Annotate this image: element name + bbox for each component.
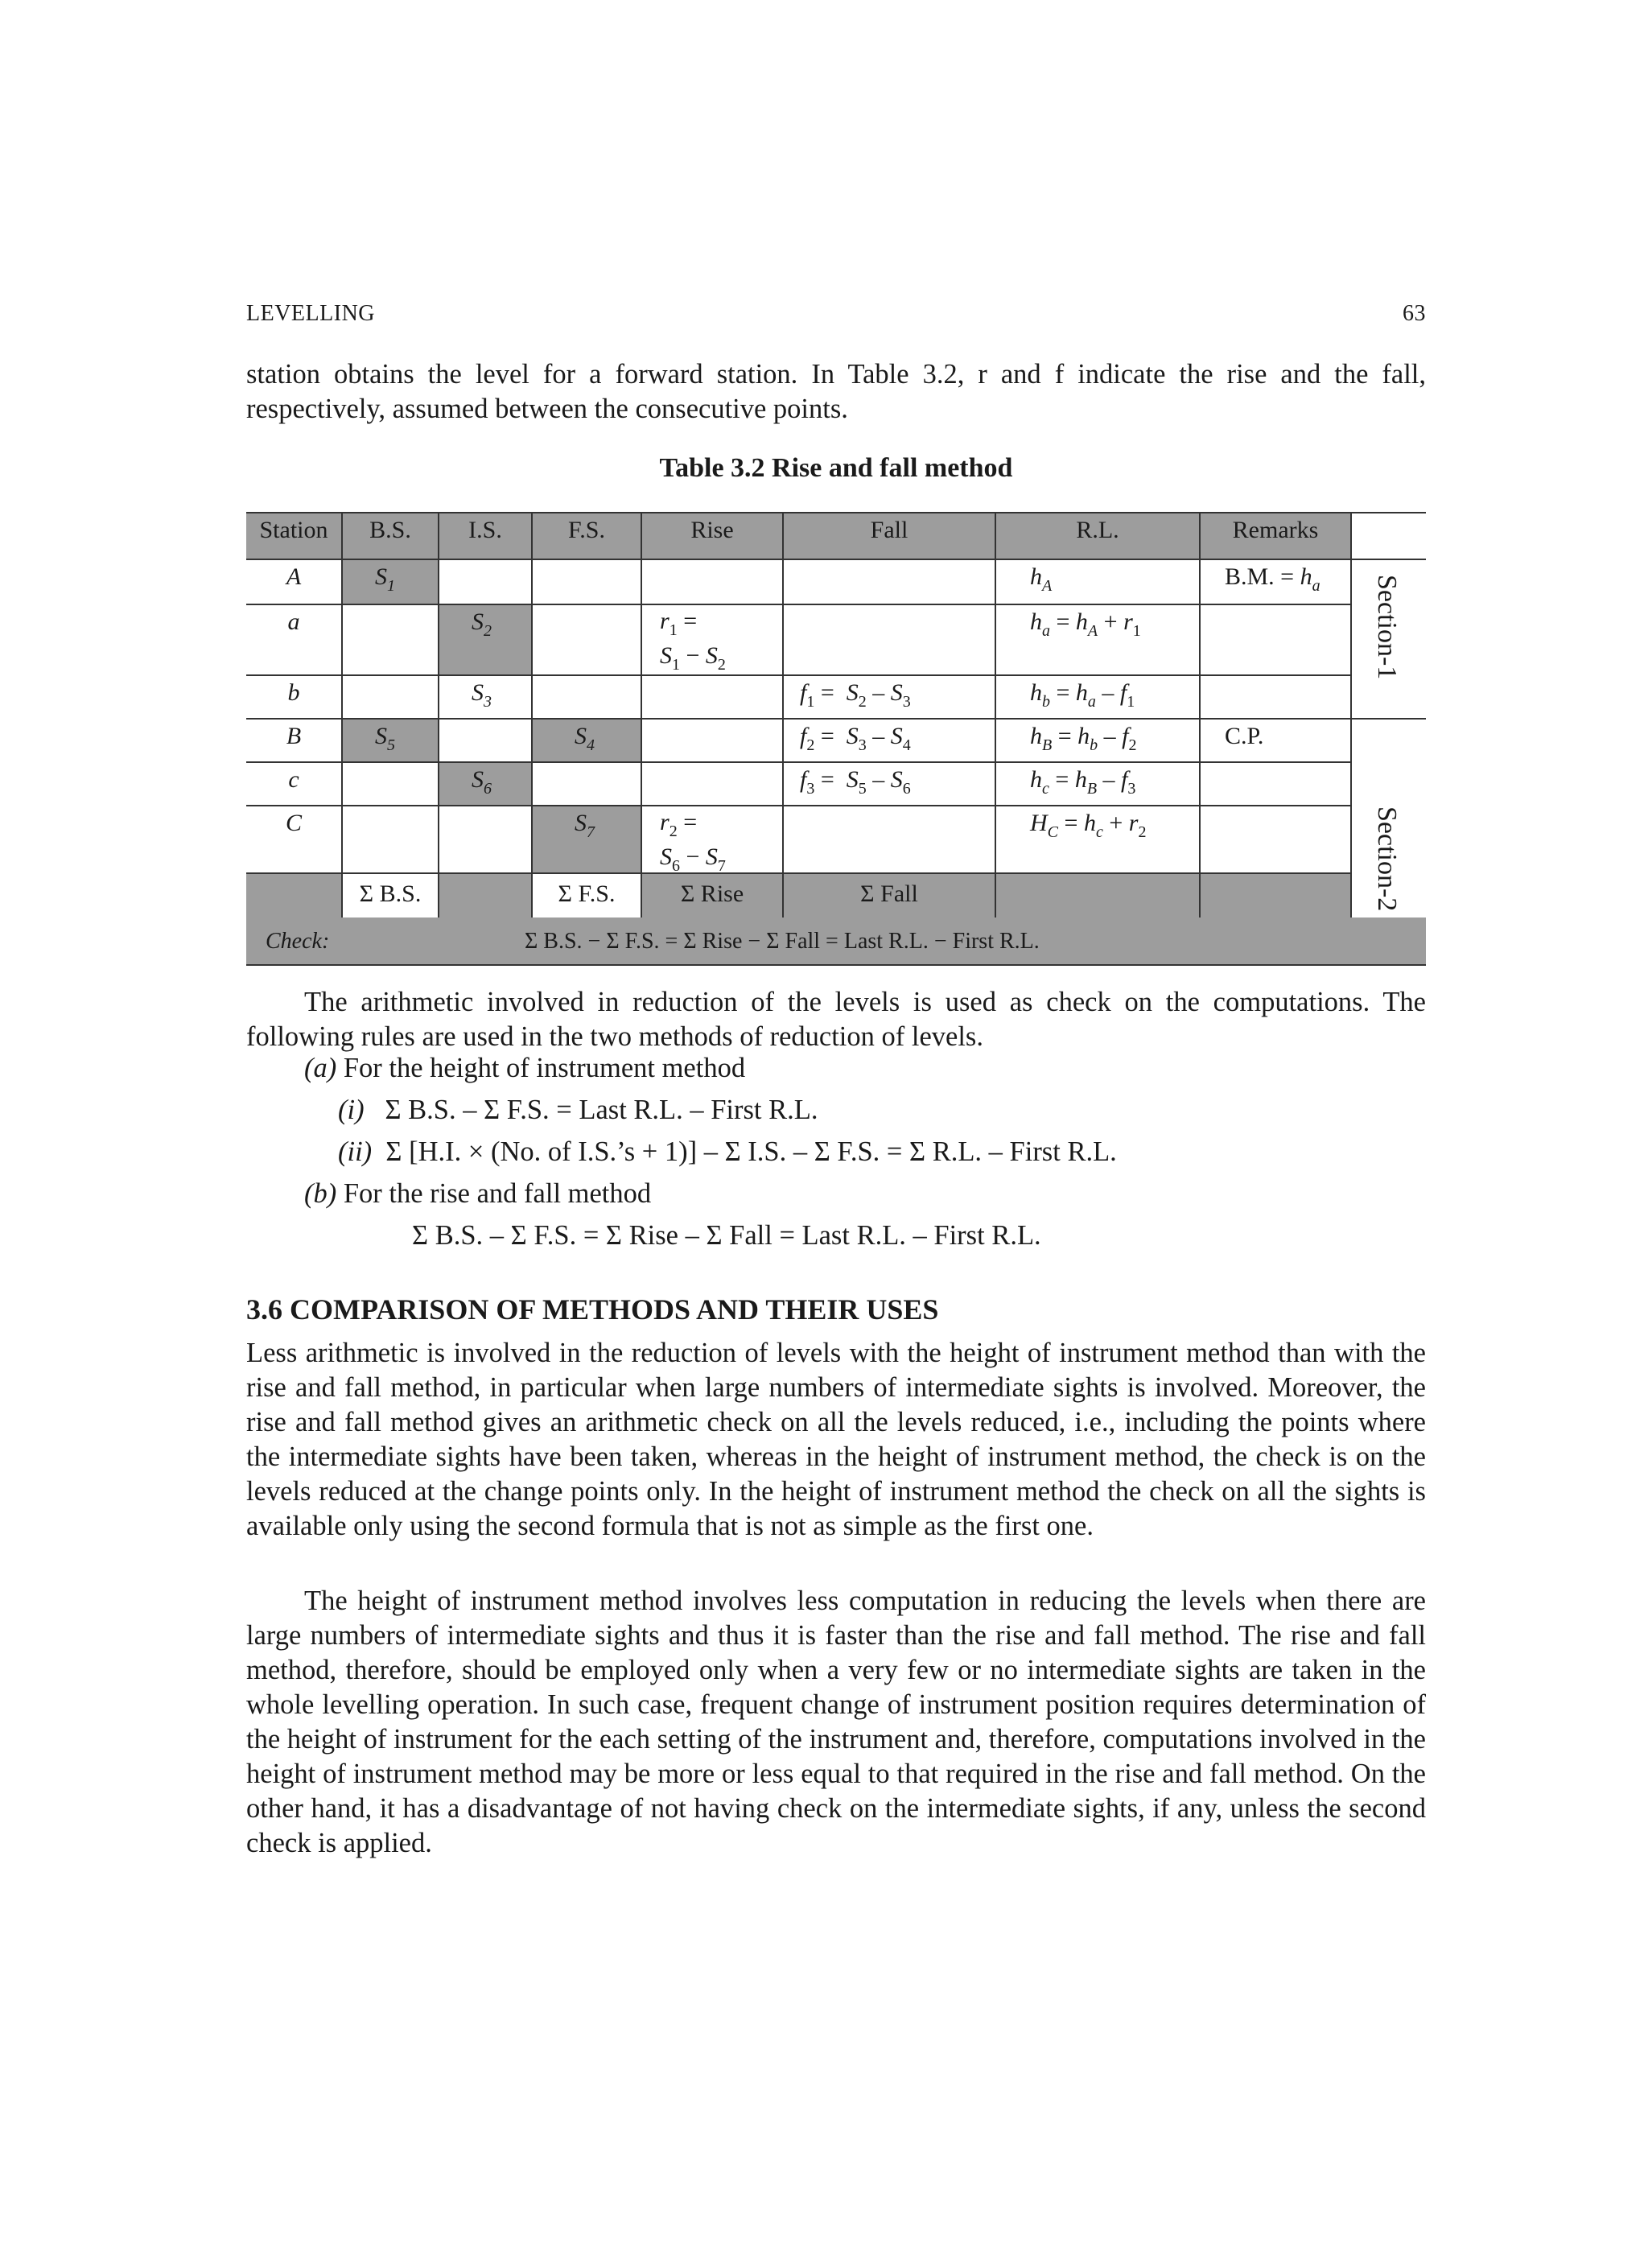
sum-rise: Σ Rise (642, 872, 784, 918)
table-row (246, 805, 1352, 872)
cell-bs (343, 604, 439, 674)
rule-a-text: For the height of instrument method (343, 1053, 746, 1083)
table-title: Table 3.2 Rise and fall method (659, 453, 1013, 483)
table-row (246, 604, 1352, 674)
cell-remarks (1201, 872, 1352, 918)
cell-station: b (246, 674, 343, 718)
cell-fall (784, 805, 996, 872)
rule-b-equation: Σ B.S. – Σ F.S. = Σ Rise – Σ Fall = Last R.L. – First R.L. (412, 1220, 1041, 1251)
cell-rise: $r_2$ = $S_6 - S_7$ (642, 805, 784, 872)
table-check-row (246, 918, 1426, 964)
paragraph-comparison-2: The height of instrument method involves less computation in reducing the levels when there are large numbers of intermediate sights and thus it is faster than the rise and fall method. The rise and fall method, therefore, should be employed only when a very few or no intermediate sights are taken in the whole levelling operation. In such case, frequent change of instrument position requires determination of the height of instrument for the each setting of the instrument and, therefore, computations involved in the height of instrument method may be more or less equal to that required in the rise and fall method. On the other hand, it has a disadvantage of not having check on the intermediate sights, if any, unless the second check is applied. (246, 1586, 1426, 1858)
rule-i-label: (i) (338, 1095, 365, 1125)
cell-is: $S_6$ (439, 761, 533, 805)
section-heading: 3.6 COMPARISON OF METHODS AND THEIR USES (246, 1293, 939, 1326)
cell-rl: $h_a = h_A + r_1$ (996, 604, 1201, 674)
cell-rl: $h_A$ (996, 559, 1201, 604)
cell-fs: $S_4$ (533, 718, 642, 761)
table-bottom-rule (246, 964, 1426, 966)
chapter-title: LEVELLING (246, 301, 376, 326)
cell-fall (784, 559, 996, 604)
cell-fall: $f_1 = S_2 - S_3$ (784, 674, 996, 718)
intro-paragraph: station obtains the level for a forward station. In Table 3.2, r and f indicate the rise and the fall, respectively, assumed between the consecutive points. (246, 359, 1426, 424)
table-row (246, 761, 1352, 805)
table-rule (246, 872, 1352, 874)
rule-a-label: (a) (304, 1053, 337, 1083)
cell-rise (642, 674, 784, 718)
cell-bs (343, 805, 439, 872)
cell-station: B (246, 718, 343, 761)
cell-rise (642, 718, 784, 761)
check-label: Check: (266, 929, 330, 954)
cell-remarks (1201, 805, 1352, 872)
rule-b-text: For the rise and fall method (343, 1178, 652, 1209)
header-rl: R.L. (996, 512, 1201, 559)
cell-rl (996, 872, 1201, 918)
paragraph-after-table: The arithmetic involved in reduction of the levels is used as check on the computations. The following rules are used in the two methods of reduction of levels. (246, 987, 1426, 1052)
section-1-label: Section-1 (1372, 575, 1402, 680)
table-header-row (246, 512, 1352, 559)
cell-fall (784, 604, 996, 674)
table-rule (246, 761, 1352, 763)
cell-is: $S_3$ (439, 674, 533, 718)
cell-bs: $S_1$ (343, 559, 439, 604)
table-rule (246, 718, 1426, 720)
header-is: I.S. (439, 512, 533, 559)
running-head (246, 301, 1426, 333)
header-bs: B.S. (343, 512, 439, 559)
header-rise: Rise (642, 512, 784, 559)
header-remarks: Remarks (1201, 512, 1352, 559)
paragraph-comparison-1: Less arithmetic is involved in the reduction of levels with the height of instrument method than with the rise and fall method, in particular when large numbers of intermediate sights is involved. Moreover, the rise and fall method gives an arithmetic check on all the levels reduced, i.e., including the points where the intermediate sights have been taken, whereas in the height of instrument method, the check is on the levels reduced at the change points only. In the height of instrument method the check on all the sights is available only using the second formula that is not as simple as the first one. (246, 1338, 1426, 1541)
cell-station: A (246, 559, 343, 604)
rule-ii-text: Σ [H.I. × (No. of I.S.’s + 1)] – Σ I.S. – Σ F.S. = Σ R.L. – First R.L. (385, 1136, 1117, 1167)
cell-rl: $h_b = h_a - f_1$ (996, 674, 1201, 718)
table-rule (246, 559, 1426, 560)
sum-fs: Σ F.S. (533, 872, 642, 918)
cell-station: c (246, 761, 343, 805)
sum-fall: Σ Fall (784, 872, 996, 918)
cell-rise (642, 559, 784, 604)
cell-remarks (1201, 604, 1352, 674)
cell-station (246, 872, 343, 918)
header-station: Station (246, 512, 343, 559)
cell-is (439, 718, 533, 761)
rule-b-label: (b) (304, 1178, 337, 1209)
table-sum-row (246, 872, 1352, 918)
cell-bs: $S_5$ (343, 718, 439, 761)
rule-a (304, 1053, 745, 1084)
cell-fall: $f_2 = S_3 - S_4$ (784, 718, 996, 761)
sum-bs: Σ B.S. (343, 872, 439, 918)
rule-a-ii (338, 1136, 1117, 1168)
table-row (246, 718, 1352, 761)
header-fs: F.S. (533, 512, 642, 559)
table-rule (246, 805, 1352, 806)
cell-rise (642, 761, 784, 805)
table-row (246, 674, 1352, 718)
rule-b (304, 1178, 651, 1210)
cell-is: $S_2$ (439, 604, 533, 674)
cell-remarks: B.M. = $h_a$ (1201, 559, 1352, 604)
cell-station: a (246, 604, 343, 674)
cell-remarks (1201, 761, 1352, 805)
cell-fs: $S_7$ (533, 805, 642, 872)
cell-bs (343, 674, 439, 718)
cell-rl: $h_B = h_b - f_2$ (996, 718, 1201, 761)
cell-remarks: C.P. (1201, 718, 1352, 761)
section-2-label: Section-2 (1372, 806, 1402, 912)
cell-bs (343, 761, 439, 805)
cell-rise: $r_1$ = $S_1 - S_2$ (642, 604, 784, 674)
rule-ii-label: (ii) (338, 1136, 373, 1167)
table-rule (246, 674, 1352, 676)
cell-rl: $H_C = h_c + r_2$ (996, 805, 1201, 872)
cell-fall: $f_3 = S_5 - S_6$ (784, 761, 996, 805)
cell-rl: $h_c = h_B - f_3$ (996, 761, 1201, 805)
table-row (246, 559, 1352, 604)
rise-fall-table (246, 512, 1426, 966)
cell-fs (533, 674, 642, 718)
page-number: 63 (1403, 301, 1426, 326)
cell-station: C (246, 805, 343, 872)
cell-fs (533, 559, 642, 604)
cell-is (439, 559, 533, 604)
header-fall: Fall (784, 512, 996, 559)
cell-fs (533, 604, 642, 674)
check-equation: Σ B.S. − Σ F.S. = Σ Rise − Σ Fall = Last R.L. − First R.L. (525, 929, 1040, 954)
cell-is (439, 805, 533, 872)
cell-is (439, 872, 533, 918)
table-top-rule (246, 512, 1426, 513)
table-rule (246, 604, 1352, 605)
rule-i-text: Σ B.S. – Σ F.S. = Last R.L. – First R.L. (385, 1095, 818, 1125)
rule-a-i (338, 1095, 818, 1126)
cell-fs (533, 761, 642, 805)
cell-remarks (1201, 674, 1352, 718)
